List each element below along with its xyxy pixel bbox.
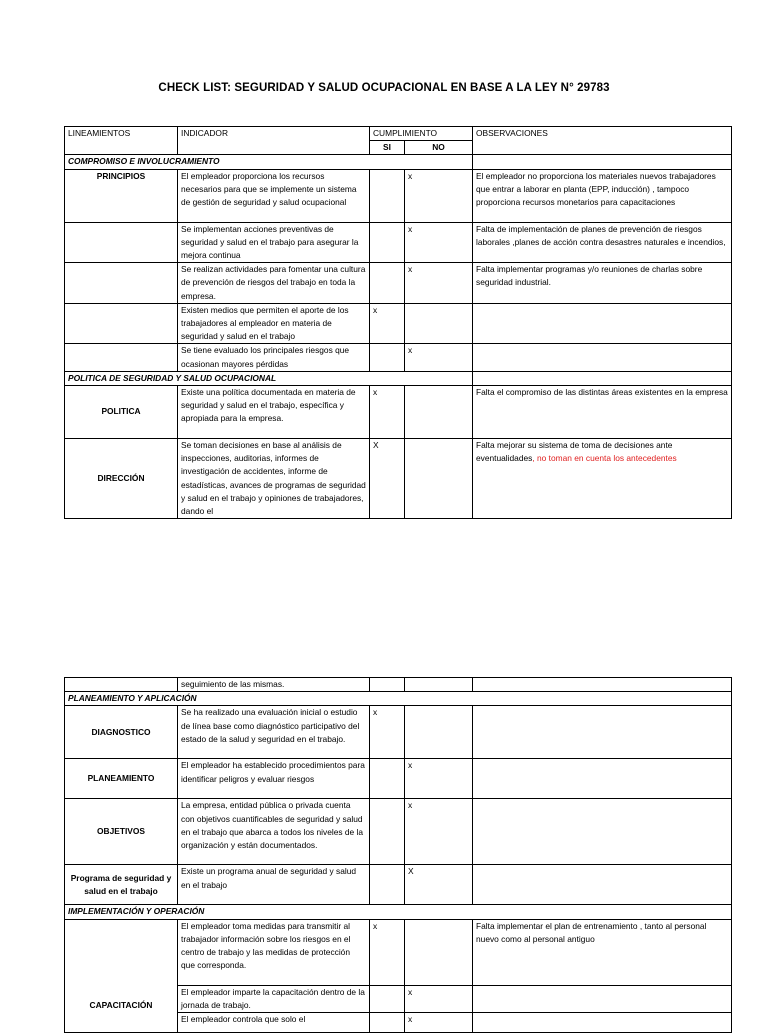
empty-lineamiento-cell — [65, 222, 178, 263]
si-cell — [370, 865, 405, 905]
si-cell — [370, 222, 405, 263]
no-cell: x — [405, 759, 473, 799]
page-title: CHECK LIST: SEGURIDAD Y SALUD OCUPACIONAL EN BASE A LA LEY N° 29783 — [158, 82, 610, 94]
observacion-cell — [473, 799, 732, 865]
empty-lineamiento-cell — [65, 678, 178, 692]
indicador-cell: El empleador imparte la capacitación dentro de la jornada de trabajo. — [178, 985, 370, 1012]
indicador-cell: Existe un programa anual de seguridad y salud en el trabajo — [178, 865, 370, 905]
no-cell: x — [405, 799, 473, 865]
empty-cell — [473, 371, 732, 385]
indicador-cell: Existe una política documentada en materia de seguridad y salud en el trabajo, específica y apropiada para la empresa. — [178, 386, 370, 439]
si-cell — [370, 759, 405, 799]
indicador-cell: Se tiene evaluado los principales riesgos que ocasionan mayores pérdidas — [178, 344, 370, 371]
section-row — [65, 692, 732, 706]
observacion-highlight: , no toman en cuenta los antecedentes — [532, 453, 677, 464]
header-lineamientos: LINEAMIENTOS — [65, 127, 178, 155]
header-si: SI — [370, 141, 405, 155]
table-row — [65, 439, 732, 519]
no-cell — [405, 386, 473, 439]
si-cell: X — [370, 439, 405, 519]
lineamiento-cell: DIRECCIÓN — [65, 439, 178, 519]
table-row — [65, 865, 732, 905]
indicador-cell: seguimiento de las mismas. — [178, 678, 370, 692]
observacion-cell — [473, 865, 732, 905]
checklist-table-top — [64, 126, 732, 519]
indicador-cell: Se toman decisiones en base al análisis de inspecciones, auditorias, informes de investigación de accidentes, informe de estadísticas, avances de programas de seguridad y salud en el trabajo y opiniones de trabajadores, dando el — [178, 439, 370, 519]
indicador-cell: El empleador proporciona los recursos necesarios para que se implemente un sistema de gestión de seguridad y salud ocupacional — [178, 169, 370, 222]
si-cell — [370, 169, 405, 222]
no-cell — [405, 919, 473, 985]
empty-lineamiento-cell — [65, 263, 178, 304]
si-cell — [370, 344, 405, 371]
observacion-cell: Falta implementar programas y/o reuniones de charlas sobre seguridad industrial. — [473, 263, 732, 304]
no-cell — [405, 678, 473, 692]
si-cell — [370, 678, 405, 692]
empty-lineamiento-cell — [65, 344, 178, 371]
indicador-cell: El empleador ha establecido procedimientos para identificar peligros y evaluar riesgos — [178, 759, 370, 799]
section-implementacion: IMPLEMENTACIÓN Y OPERACIÓN — [65, 905, 732, 919]
observacion-cell — [473, 439, 732, 519]
observacion-cell — [473, 759, 732, 799]
section-row — [65, 155, 732, 169]
table-row — [65, 759, 732, 799]
si-cell — [370, 263, 405, 304]
header-indicador: INDICADOR — [178, 127, 370, 155]
header-no: NO — [405, 141, 473, 155]
si-cell: x — [370, 303, 405, 344]
table-row — [65, 386, 732, 439]
lineamiento-cell: CAPACITACIÓN — [65, 919, 178, 1032]
si-cell — [370, 799, 405, 865]
no-cell: x — [405, 344, 473, 371]
lineamiento-cell: POLITICA — [65, 386, 178, 439]
section-planeamiento: PLANEAMIENTO Y APLICACIÓN — [65, 692, 732, 706]
indicador-cell: Se ha realizado una evaluación inicial o estudio de línea base como diagnóstico participativo del estado de la salud y seguridad en el trabajo. — [178, 706, 370, 759]
indicador-cell: El empleador toma medidas para transmitir al trabajador información sobre los riesgos en el centro de trabajo y las medidas de protección que corresponda. — [178, 919, 370, 985]
lineamiento-cell: PLANEAMIENTO — [65, 759, 178, 799]
table-row — [65, 303, 732, 344]
checklist-table-bottom — [64, 677, 732, 1033]
table-row — [65, 169, 732, 222]
observacion-cell — [473, 344, 732, 371]
lineamiento-cell: PRINCIPIOS — [65, 169, 178, 222]
no-cell: x — [405, 169, 473, 222]
observacion-cell — [473, 706, 732, 759]
section-row — [65, 905, 732, 919]
observacion-cell: Falta implementar el plan de entrenamiento , tanto al personal nuevo como al personal antiguo — [473, 919, 732, 985]
indicador-cell: Se realizan actividades para fomentar una cultura de prevención de riesgos del trabajo en toda la empresa. — [178, 263, 370, 304]
lineamiento-cell: DIAGNOSTICO — [65, 706, 178, 759]
observacion-cell — [473, 1013, 732, 1033]
indicador-cell: Se implementan acciones preventivas de seguridad y salud en el trabajo para asegurar la mejora continua — [178, 222, 370, 263]
table-row — [65, 222, 732, 263]
no-cell — [405, 439, 473, 519]
section-politica: POLITICA DE SEGURIDAD Y SALUD OCUPACIONAL — [65, 371, 473, 385]
table-row — [65, 919, 732, 985]
empty-lineamiento-cell — [65, 303, 178, 344]
no-cell — [405, 303, 473, 344]
no-cell — [405, 706, 473, 759]
lineamiento-cell: Programa de seguridad y salud en el trabajo — [65, 865, 178, 905]
si-cell: x — [370, 706, 405, 759]
header-cumplimiento: CUMPLIMIENTO — [370, 127, 473, 141]
observacion-cell — [473, 303, 732, 344]
no-cell: x — [405, 985, 473, 1012]
section-compromiso: COMPROMISO E INVOLUCRAMIENTO — [65, 155, 473, 169]
table-row — [65, 706, 732, 759]
header-observaciones: OBSERVACIONES — [473, 127, 732, 155]
observacion-cell — [473, 678, 732, 692]
indicador-cell: Existen medios que permiten el aporte de los trabajadores al empleador en materia de seguridad y salud en el trabajo — [178, 303, 370, 344]
si-cell — [370, 985, 405, 1012]
observacion-cell: El empleador no proporciona los materiales nuevos trabajadores que entrar a laborar en planta (EPP, inducción) , tampoco proporciona recursos monetarios para capacitaciones — [473, 169, 732, 222]
table-row — [65, 344, 732, 371]
observacion-cell — [473, 985, 732, 1012]
lineamiento-cell: OBJETIVOS — [65, 799, 178, 865]
table-row — [65, 678, 732, 692]
observacion-cell: Falta el compromiso de las distintas áreas existentes en la empresa — [473, 386, 732, 439]
section-row — [65, 371, 732, 385]
no-cell: X — [405, 865, 473, 905]
si-cell: x — [370, 919, 405, 985]
table-row — [65, 799, 732, 865]
indicador-cell: La empresa, entidad pública o privada cuenta con objetivos cuantificables de seguridad y salud en el trabajo que abarca a todos los niveles de la organización y están documentados. — [178, 799, 370, 865]
header-row — [65, 127, 732, 141]
no-cell: x — [405, 1013, 473, 1033]
table-row — [65, 263, 732, 304]
observacion-cell: Falta de implementación de planes de prevención de riesgos laborales ,planes de acción contra desastres naturales e incendios, — [473, 222, 732, 263]
no-cell: x — [405, 222, 473, 263]
si-cell: x — [370, 386, 405, 439]
no-cell: x — [405, 263, 473, 304]
indicador-cell: El empleador controla que solo el — [178, 1013, 370, 1033]
si-cell — [370, 1013, 405, 1033]
observacion-text: Falta mejorar su sistema de toma de decisiones ante eventualidades — [476, 440, 673, 464]
empty-cell — [473, 155, 732, 169]
